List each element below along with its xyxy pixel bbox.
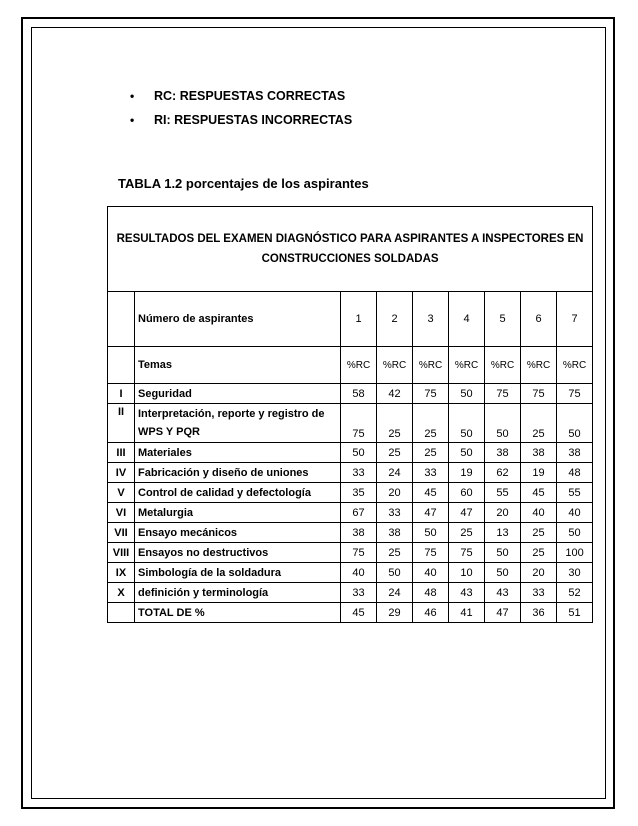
table-row bbox=[108, 463, 593, 483]
pct-rc-label: %RC bbox=[377, 347, 413, 384]
row-value: 50 bbox=[449, 404, 485, 443]
row-value: 33 bbox=[413, 463, 449, 483]
row-tema: Interpretación, reporte y registro de WPS Y PQR bbox=[135, 404, 341, 443]
table-row bbox=[108, 543, 593, 563]
results-table bbox=[107, 206, 593, 623]
row-value: 48 bbox=[413, 583, 449, 603]
total-label: TOTAL DE % bbox=[135, 603, 341, 623]
pct-rc-label: %RC bbox=[341, 347, 377, 384]
row-value: 24 bbox=[377, 463, 413, 483]
row-value: 47 bbox=[449, 503, 485, 523]
row-value: 33 bbox=[341, 463, 377, 483]
row-value: 45 bbox=[521, 483, 557, 503]
row-value: 33 bbox=[341, 583, 377, 603]
row-number: X bbox=[108, 583, 135, 603]
row-value: 75 bbox=[485, 384, 521, 404]
bullet-icon: • bbox=[130, 113, 135, 127]
pct-rc-label: %RC bbox=[557, 347, 593, 384]
total-row bbox=[108, 603, 593, 623]
row-value: 20 bbox=[377, 483, 413, 503]
total-value: 45 bbox=[341, 603, 377, 623]
table-title: RESULTADOS DEL EXAMEN DIAGNÓSTICO PARA ASPIRANTES A INSPECTORES EN CONSTRUCCIONES SOLDADAS bbox=[108, 207, 593, 292]
row-value: 50 bbox=[485, 563, 521, 583]
aspirante-number: 2 bbox=[377, 292, 413, 347]
row-value: 25 bbox=[413, 443, 449, 463]
row-number: II bbox=[108, 404, 135, 443]
total-value: 36 bbox=[521, 603, 557, 623]
row-value: 25 bbox=[521, 523, 557, 543]
aspirante-number: 4 bbox=[449, 292, 485, 347]
row-tema: Fabricación y diseño de uniones bbox=[135, 463, 341, 483]
row-value: 40 bbox=[341, 563, 377, 583]
row-value: 40 bbox=[521, 503, 557, 523]
aspirante-number: 6 bbox=[521, 292, 557, 347]
aspirantes-header-row bbox=[108, 292, 593, 347]
row-value: 50 bbox=[341, 443, 377, 463]
row-tema: Metalurgia bbox=[135, 503, 341, 523]
row-value: 52 bbox=[557, 583, 593, 603]
row-tema: Ensayos no destructivos bbox=[135, 543, 341, 563]
row-tema: Simbología de la soldadura bbox=[135, 563, 341, 583]
aspirante-number: 5 bbox=[485, 292, 521, 347]
row-value: 25 bbox=[521, 543, 557, 563]
legend-list bbox=[130, 88, 352, 136]
row-value: 75 bbox=[557, 384, 593, 404]
row-value: 43 bbox=[485, 583, 521, 603]
table-title-row bbox=[108, 207, 593, 292]
table-row bbox=[108, 384, 593, 404]
aspirantes-label: Número de aspirantes bbox=[135, 292, 341, 347]
row-value: 75 bbox=[521, 384, 557, 404]
row-tema: Seguridad bbox=[135, 384, 341, 404]
row-number: I bbox=[108, 384, 135, 404]
row-value: 10 bbox=[449, 563, 485, 583]
row-value: 50 bbox=[449, 443, 485, 463]
legend-item-ri: • RI: RESPUESTAS INCORRECTAS bbox=[130, 113, 353, 127]
aspirante-number: 1 bbox=[341, 292, 377, 347]
row-value: 33 bbox=[377, 503, 413, 523]
row-value: 75 bbox=[341, 404, 377, 443]
row-value: 35 bbox=[341, 483, 377, 503]
row-value: 20 bbox=[485, 503, 521, 523]
table-row bbox=[108, 563, 593, 583]
row-value: 75 bbox=[413, 543, 449, 563]
aspirante-number: 3 bbox=[413, 292, 449, 347]
aspirante-number: 7 bbox=[557, 292, 593, 347]
row-tema: Ensayo mecánicos bbox=[135, 523, 341, 543]
row-value: 13 bbox=[485, 523, 521, 543]
row-value: 75 bbox=[341, 543, 377, 563]
table-row bbox=[108, 523, 593, 543]
row-value: 50 bbox=[377, 563, 413, 583]
row-value: 60 bbox=[449, 483, 485, 503]
row-value: 100 bbox=[557, 543, 593, 563]
row-tema: definición y terminología bbox=[135, 583, 341, 603]
row-value: 67 bbox=[341, 503, 377, 523]
table-row bbox=[108, 503, 593, 523]
row-value: 75 bbox=[449, 543, 485, 563]
row-value: 19 bbox=[521, 463, 557, 483]
row-number: V bbox=[108, 483, 135, 503]
total-value: 47 bbox=[485, 603, 521, 623]
row-number: VI bbox=[108, 503, 135, 523]
row-value: 20 bbox=[521, 563, 557, 583]
row-value: 40 bbox=[413, 563, 449, 583]
temas-header-row bbox=[108, 347, 593, 384]
row-tema: Control de calidad y defectología bbox=[135, 483, 341, 503]
row-number: IV bbox=[108, 463, 135, 483]
row-value: 50 bbox=[485, 543, 521, 563]
row-value: 38 bbox=[557, 443, 593, 463]
row-value: 38 bbox=[377, 523, 413, 543]
row-value: 38 bbox=[521, 443, 557, 463]
row-value: 25 bbox=[449, 523, 485, 543]
row-value: 25 bbox=[377, 404, 413, 443]
row-number: VII bbox=[108, 523, 135, 543]
row-number: VIII bbox=[108, 543, 135, 563]
row-value: 25 bbox=[521, 404, 557, 443]
total-value: 46 bbox=[413, 603, 449, 623]
row-value: 43 bbox=[449, 583, 485, 603]
row-value: 25 bbox=[377, 543, 413, 563]
row-value: 58 bbox=[341, 384, 377, 404]
row-number: III bbox=[108, 443, 135, 463]
row-value: 50 bbox=[557, 404, 593, 443]
row-value: 19 bbox=[449, 463, 485, 483]
table-row bbox=[108, 583, 593, 603]
row-value: 55 bbox=[557, 483, 593, 503]
row-value: 33 bbox=[521, 583, 557, 603]
row-value: 25 bbox=[413, 404, 449, 443]
row-value: 47 bbox=[413, 503, 449, 523]
temas-label: Temas bbox=[135, 347, 341, 384]
total-value: 29 bbox=[377, 603, 413, 623]
table-row bbox=[108, 483, 593, 503]
total-value: 51 bbox=[557, 603, 593, 623]
row-value: 25 bbox=[377, 443, 413, 463]
pct-rc-label: %RC bbox=[521, 347, 557, 384]
row-value: 38 bbox=[341, 523, 377, 543]
table-row bbox=[108, 443, 593, 463]
row-value: 40 bbox=[557, 503, 593, 523]
row-value: 75 bbox=[413, 384, 449, 404]
bullet-icon: • bbox=[130, 89, 135, 103]
pct-rc-label: %RC bbox=[449, 347, 485, 384]
total-value: 41 bbox=[449, 603, 485, 623]
table-caption: TABLA 1.2 porcentajes de los aspirantes bbox=[118, 176, 369, 191]
row-number: IX bbox=[108, 563, 135, 583]
row-value: 50 bbox=[413, 523, 449, 543]
row-value: 38 bbox=[485, 443, 521, 463]
row-value: 48 bbox=[557, 463, 593, 483]
table-row bbox=[108, 404, 593, 443]
row-value: 45 bbox=[413, 483, 449, 503]
pct-rc-label: %RC bbox=[413, 347, 449, 384]
row-tema: Materiales bbox=[135, 443, 341, 463]
legend-item-rc: • RC: RESPUESTAS CORRECTAS bbox=[130, 89, 346, 103]
row-value: 50 bbox=[449, 384, 485, 404]
row-value: 50 bbox=[485, 404, 521, 443]
row-value: 42 bbox=[377, 384, 413, 404]
row-value: 55 bbox=[485, 483, 521, 503]
pct-rc-label: %RC bbox=[485, 347, 521, 384]
row-value: 62 bbox=[485, 463, 521, 483]
row-value: 30 bbox=[557, 563, 593, 583]
row-value: 24 bbox=[377, 583, 413, 603]
row-value: 50 bbox=[557, 523, 593, 543]
